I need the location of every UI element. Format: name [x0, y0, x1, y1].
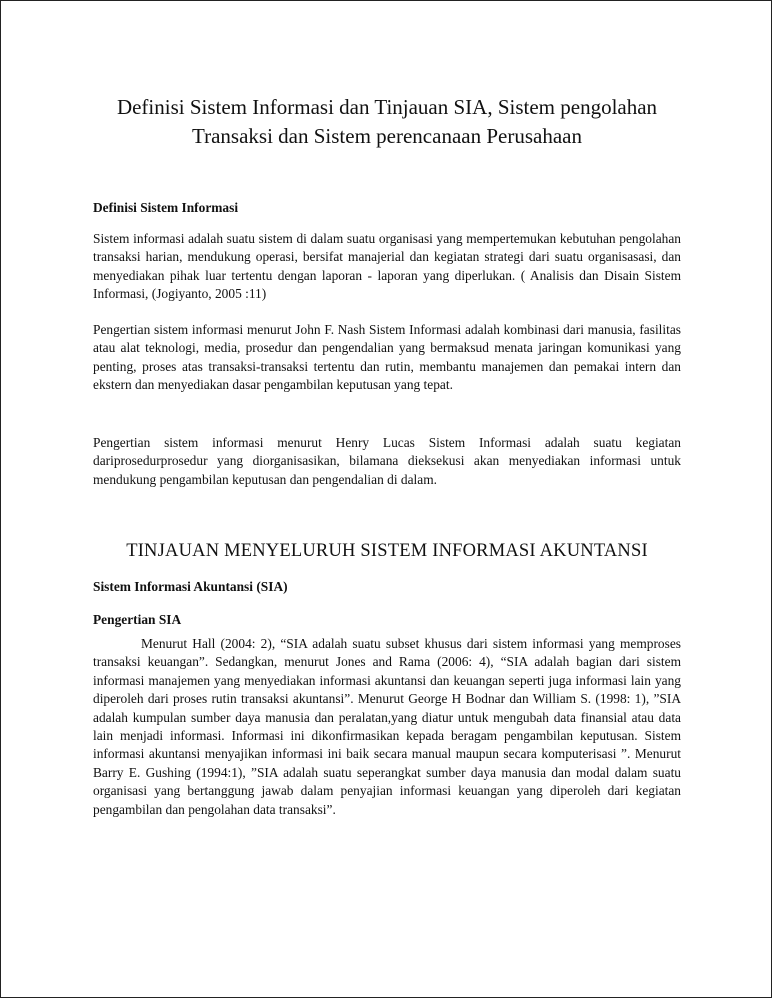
- subheading-pengertian-sia: Pengertian SIA: [93, 612, 182, 627]
- document-title-line-1: Definisi Sistem Informasi dan Tinjauan SIA, Sistem pengolahan: [116, 95, 658, 119]
- paragraph-definisi-1: Sistem informasi adalah suatu sistem di dalam suatu organisasi yang mempertemukan kebutuhan pengolahan transaksi harian, mendukung operasi, bersifat manajerial dan kegiatan strategi dari suatu organisasasi, dan menyediakan pihak luar tertentu dengan laporan - laporan yang diperlukan. ( Analisis dan Disain Sistem Informasi, (Jogiyanto, 2005 :11): [93, 231, 681, 302]
- document-title-line-2: Transaksi dan Sistem perencanaan Perusahaan: [192, 124, 582, 148]
- document-title: [61, 93, 713, 151]
- section-heading-tinjauan: TINJAUAN MENYELURUH SISTEM INFORMASI AKUNTANSI: [126, 541, 648, 561]
- paragraph-definisi-2: Pengertian sistem informasi menurut John F. Nash Sistem Informasi adalah kombinasi dari manusia, fasilitas atau alat teknologi, media, prosedur dan pengendalian yang bermaksud menata jaringan komunikasi yang penting, proses atas transaksi-transaksi tertentu dan rutin, membantu manajemen dan pemakai intern dan ekstern dan menyediakan dasar pengambilan keputusan yang tepat.: [93, 322, 681, 393]
- section-heading-definisi: Definisi Sistem Informasi: [93, 200, 239, 215]
- paragraph-definisi-3: Pengertian sistem informasi menurut Henry Lucas Sistem Informasi adalah suatu kegiatan dariprosedurprosedur yang diorganisasikan, bilamana dieksekusi akan menyediakan informasi untuk mendukung pengambilan keputusan dan pengendalian di dalam.: [93, 435, 681, 487]
- paragraph-pengertian-sia: Menurut Hall (2004: 2), “SIA adalah suatu subset khusus dari sistem informasi yang memproses transaksi keuangan”. Sedangkan, menurut Jones and Rama (2006: 4), “SIA adalah bagian dari sistem informasi manajemen yang menyediakan informasi akuntansi dan keuangan seperti juga informasi lain yang diperoleh dari proses rutin transaksi akuntansi”. Menurut George H Bodnar dan William S. (1998: 1), ”SIA adalah kumpulan sumber daya manusia dan peralatan,yang diatur untuk mengubah data finansial atau data lain menjadi informasi. Informasi ini dikonfirmasikan kepada beragam pengambilan keputusan. Sistem informasi akuntansi menyajikan informasi ini baik secara manual maupun secara komputerisasi ”. Menurut Barry E. Gushing (1994:1), ”SIA adalah suatu seperangkat sumber daya manusia dan modal dalam suatu organisasi yang bertanggung jawab dalam penyajian informasi keuangan yang diperoleh dari kegiatan pengambilan dan pengolahan data transaksi”.: [93, 636, 681, 817]
- subheading-sia: Sistem Informasi Akuntansi (SIA): [93, 579, 288, 594]
